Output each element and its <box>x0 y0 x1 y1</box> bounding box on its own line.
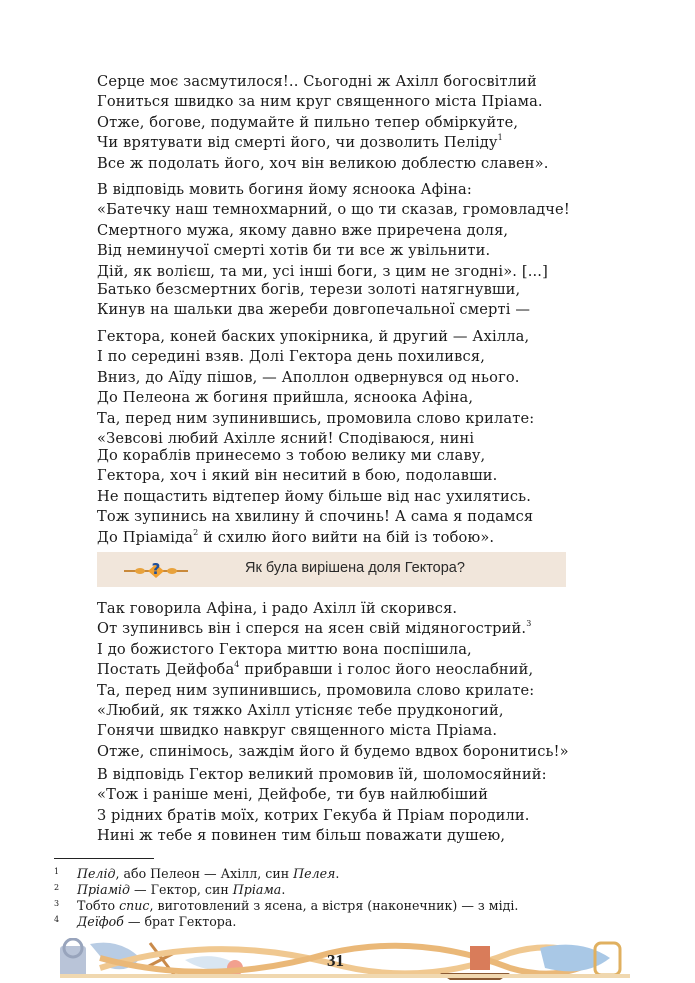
verse-text: прибравши і голос його неослабний, <box>239 661 534 679</box>
svg-text:?: ? <box>151 560 161 578</box>
stanza-1 <box>97 72 548 174</box>
verse-line: «Тож і раніше мені, Дейфобе, ти був найлюбіший <box>97 786 489 804</box>
footnote-4 <box>54 914 518 930</box>
verse-text: Постать Дейфоба <box>97 661 235 679</box>
stanza-4 <box>97 327 534 449</box>
footnote-number: 1 <box>54 867 60 876</box>
footnote-number: 3 <box>54 899 60 908</box>
stanza-3 <box>97 280 530 321</box>
verse-line: Кинув на шальки два жереби довгопечальної смерті — <box>97 301 531 319</box>
verse-line: В відповідь мовить богиня йому ясноока Афіна: <box>97 181 472 198</box>
verse-line: З рідних братів моїх, котрих Гекуба й Пріам породили. <box>97 806 530 824</box>
footnote-body: — Гектор, син <box>130 882 233 897</box>
footer-ornament-icon <box>40 938 650 983</box>
verse-line: Гонячи швидко навкруг священного міста Пріама. <box>97 722 498 740</box>
footnote-term: Пелея <box>293 866 336 881</box>
verse-text: От зупинивсь він і сперся на ясен свій мідяногострий. <box>97 620 527 638</box>
verse-line: Отже, спинімось, заждім його й будемо вдвох боронитись!» <box>97 742 569 760</box>
footnote-divider <box>54 858 154 859</box>
verse-line: До кораблів принесемо з тобою велику ми славу, <box>97 447 486 464</box>
footnote-2 <box>54 882 518 898</box>
footnote-body: Тобто <box>77 898 120 913</box>
footnote-body: — брат Гектора. <box>123 914 237 929</box>
question-text: Як була вирішена доля Гектора? <box>245 560 465 576</box>
verse-line: Гектора, коней баских упокірника, й другий — Ахілла, <box>97 328 530 345</box>
verse-line: Та, перед ним зупинившись, промовила слово крилате: <box>97 409 535 427</box>
verse-line <box>97 619 569 639</box>
verse-line <box>97 528 533 548</box>
verse-line: І до божистого Гектора миттю вона поспішила, <box>97 640 472 658</box>
verse-line <box>97 660 569 680</box>
stanza-7 <box>97 765 547 847</box>
verse-line: Тож зупинись на хвилину й спочинь! А сама я подамся <box>97 508 534 526</box>
footnote-number: 4 <box>54 915 60 924</box>
verse-line: Вниз, до Аїду пішов, — Аполлон одвернувся од нього. <box>97 368 520 386</box>
stanza-5 <box>97 446 533 548</box>
footnote-3 <box>54 898 518 914</box>
verse-line: Від неминучої смерті хотів би ти все ж увільнити. <box>97 242 491 260</box>
footnote-body: , або Пелеон — Ахілл, син <box>115 866 294 881</box>
footnote-1 <box>54 866 518 882</box>
verse-line: Батько безсмертних богів, терези золоті натягнувши, <box>97 281 521 298</box>
verse-line: Та, перед ним зупинившись, промовила слово крилате: <box>97 681 535 699</box>
verse-line: «Батечку наш темнохмарний, о що ти сказав, громовладче! <box>97 201 570 219</box>
verse-line: В відповідь Гектор великий промовив їй, шоломосяйний: <box>97 766 547 783</box>
page-number: 31 <box>327 951 344 970</box>
footnote-body: . <box>281 882 286 897</box>
verse-line: Дій, як волієш, та ми, усі інші боги, з цим не згодні». [...] <box>97 262 548 280</box>
footnote-ref: 4 <box>234 660 240 670</box>
footnote-text <box>77 898 518 914</box>
footnote-term: спис <box>119 898 150 913</box>
footnote-term: Пріама <box>232 882 282 897</box>
footnote-body: , виготовлений з ясена, а вістря (наконечник) — з міді. <box>149 898 519 913</box>
footnote-ref: 1 <box>497 133 503 143</box>
footnote-text <box>77 914 236 930</box>
verse-line: До Пелеона ж богиня прийшла, ясноока Афіна, <box>97 389 474 407</box>
verse-line <box>97 133 548 153</box>
footnotes <box>54 866 518 930</box>
verse-line: Гониться швидко за ним круг священного міста Пріама. <box>97 93 543 111</box>
footnote-term: Пріамід <box>77 882 131 897</box>
stanza-2 <box>97 180 570 282</box>
verse-line: Все ж подолать його, хоч він великою доблестю славен». <box>97 154 549 172</box>
footnote-term: Деїфоб <box>77 914 124 929</box>
footnote-ref: 3 <box>526 619 532 629</box>
footnote-text <box>77 882 285 898</box>
footnote-body: . <box>335 866 340 881</box>
verse-text: До Пріаміда <box>97 528 194 546</box>
verse-line: Нині ж тебе я повинен тим більш поважати душею, <box>97 827 506 845</box>
verse-line: Не пощастить відтепер йому більше від нас ухилятись. <box>97 487 532 505</box>
footnote-number: 2 <box>54 883 60 892</box>
verse-line: І по середині взяв. Долі Гектора день похилився, <box>97 348 485 366</box>
verse-line: Смертного мужа, якому давно вже приречена доля, <box>97 221 509 239</box>
stanza-6 <box>97 599 569 762</box>
question-banner <box>97 552 566 587</box>
footnote-ref: 2 <box>193 527 199 537</box>
verse-line: Гектора, хоч і який він неситий в бою, подолавши. <box>97 467 498 485</box>
question-ornament-icon <box>122 558 190 582</box>
verse-line: Так говорила Афіна, і радо Ахілл їй скорився. <box>97 600 458 617</box>
verse-line: «Любий, як тяжко Ахілл утісняє тебе прудконогий, <box>97 702 504 720</box>
footnote-text <box>77 866 339 882</box>
verse-line: «Зевсові любий Ахілле ясний! Сподіваюся, нині <box>97 430 475 448</box>
verse-line: Серце моє засмутилося!.. Сьогодні ж Ахілл богосвітлий <box>97 73 537 90</box>
verse-text: Чи врятувати від смерті його, чи дозволить Пеліду <box>97 134 498 152</box>
footnote-term: Пелід <box>77 866 116 881</box>
verse-line: Отже, богове, подумайте й пильно тепер обміркуйте, <box>97 113 519 131</box>
verse-text: й схилю його вийти на бій із тобою». <box>198 528 495 546</box>
